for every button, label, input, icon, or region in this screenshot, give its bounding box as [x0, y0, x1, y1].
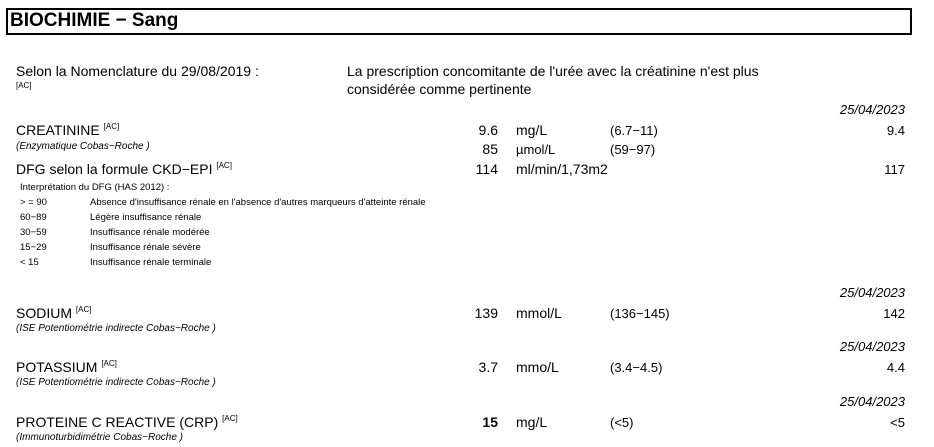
crp-value: 15: [482, 414, 498, 430]
crp-name: [16, 414, 238, 430]
creatinine-ref-mg: (6.7−11): [610, 123, 658, 138]
sodium-prev: 142: [883, 306, 905, 321]
potassium-prev-date: 25/04/2023: [839, 339, 905, 354]
sodium-name: [16, 305, 91, 321]
crp-label: PROTEINE C REACTIVE (CRP): [16, 414, 219, 430]
potassium-tag: [AC]: [101, 359, 117, 368]
dfg-unit: ml/min/1,73m2: [516, 161, 608, 177]
potassium-prev: 4.4: [886, 360, 905, 375]
sodium-tag: [AC]: [75, 305, 92, 314]
nomenclature-tag: [AC]: [16, 81, 32, 90]
potassium-name: [16, 359, 117, 375]
dfg-interp-range: 30−59: [20, 227, 47, 238]
nomenclature-label: Selon la Nomenclature du 29/08/2019 :: [16, 63, 259, 79]
sodium-prev-date: 25/04/2023: [839, 285, 905, 300]
dfg-interp-range: 60−89: [20, 212, 47, 223]
crp-tag: [AC]: [222, 414, 238, 423]
crp-ref: (<5): [610, 415, 634, 430]
sodium-label: SODIUM: [16, 305, 72, 321]
dfg-name: [16, 161, 232, 177]
dfg-interp-range: > = 90: [20, 197, 47, 208]
creatinine-tag: [AC]: [103, 122, 120, 131]
dfg-value: 114: [475, 161, 498, 177]
crp-method: (Immunoturbidimétrie Cobas−Roche ): [16, 432, 184, 443]
potassium-value: 3.7: [478, 359, 498, 375]
dfg-prev: 117: [884, 162, 905, 177]
creatinine-value-mg: 9.6: [478, 122, 498, 138]
creatinine-method: (Enzymatique Cobas−Roche ): [16, 141, 150, 152]
crp-prev-date: 25/04/2023: [839, 394, 905, 409]
dfg-interp-text: Insuffisance rénale sévère: [90, 242, 201, 253]
dfg-interp-text: Insuffisance rénale terminale: [90, 257, 212, 268]
sodium-method: (ISE Potentiométrie indirecte Cobas−Roche ): [16, 323, 216, 334]
creatinine-name: [16, 122, 119, 138]
creatinine-unit-mg: mg/L: [516, 122, 548, 138]
dfg-interp-text: Absence d'insuffisance rénale en l'absence d'autres marqueurs d'atteinte rénale: [90, 197, 426, 208]
sodium-unit: mmol/L: [516, 305, 562, 321]
dfg-tag: [AC]: [216, 161, 232, 170]
dfg-interp-text: Insuffisance rénale modérée: [90, 227, 210, 238]
dfg-label: DFG selon la formule CKD−EPI: [16, 161, 213, 177]
creatinine-value-umol: 85: [482, 141, 498, 157]
dfg-interp-range: 15−29: [20, 242, 47, 253]
creatinine-ref-umol: (59−97): [610, 142, 656, 157]
creatinine-prev-mg: 9.4: [886, 123, 905, 138]
creatinine-unit-umol: µmol/L: [516, 142, 556, 157]
dfg-interp-text: Légère insuffisance rénale: [90, 212, 202, 223]
potassium-label: POTASSIUM: [16, 359, 98, 375]
potassium-ref: (3.4−4.5): [610, 360, 663, 375]
crp-prev: <5: [890, 415, 905, 430]
creatinine-prev-date: 25/04/2023: [839, 102, 905, 117]
section-title: BIOCHIMIE − Sang: [10, 10, 179, 31]
crp-unit: mg/L: [516, 414, 548, 430]
sodium-ref: (136−145): [610, 306, 670, 321]
sodium-value: 139: [474, 305, 498, 321]
creatinine-label: CREATININE: [16, 122, 100, 138]
dfg-interp-range: < 15: [20, 257, 39, 268]
dfg-interp-title: Interprétation du DFG (HAS 2012) :: [20, 182, 170, 193]
potassium-unit: mmo/L: [516, 359, 559, 375]
potassium-method: (ISE Potentiométrie indirecte Cobas−Roche ): [16, 377, 216, 388]
nomenclature-text-line2: considérée comme pertinente: [347, 81, 532, 97]
nomenclature-text-line1: La prescription concomitante de l'urée avec la créatinine n'est plus: [347, 63, 759, 79]
